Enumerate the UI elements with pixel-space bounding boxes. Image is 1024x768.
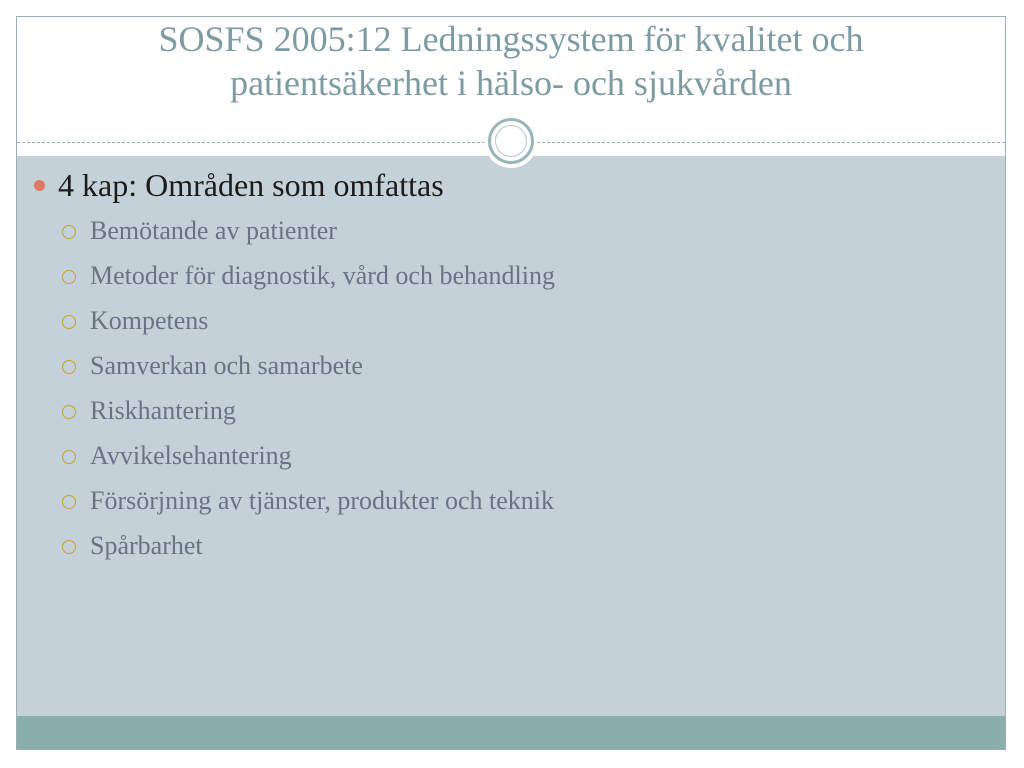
hollow-circle-bullet-icon	[62, 225, 76, 239]
bullet-list	[30, 164, 970, 568]
sub-bullet-item	[30, 253, 970, 298]
title-line-1: SOSFS 2005:12 Ledningssystem för kvalitet och	[158, 19, 864, 59]
hollow-circle-bullet-icon	[62, 270, 76, 284]
sub-bullet-item	[30, 433, 970, 478]
filled-circle-bullet-icon	[34, 180, 45, 191]
hollow-circle-bullet-icon	[62, 315, 76, 329]
sub-bullet-text: Samverkan och samarbete	[90, 351, 363, 380]
ornament-outer-ring	[488, 118, 534, 164]
sub-bullet-item	[30, 208, 970, 253]
sub-bullet-item	[30, 298, 970, 343]
sub-bullet-text: Riskhantering	[90, 396, 236, 425]
sub-bullet-item	[30, 478, 970, 523]
sub-bullet-text: Kompetens	[90, 306, 209, 335]
sub-bullet-list	[30, 208, 970, 568]
sub-bullet-text: Försörjning av tjänster, produkter och teknik	[90, 486, 554, 515]
sub-bullet-item	[30, 523, 970, 568]
ornament-inner-ring	[495, 125, 527, 157]
sub-bullet-text: Bemötande av patienter	[90, 216, 337, 245]
sub-bullet-container	[30, 208, 970, 568]
title-line-2: patientsäkerhet i hälso- och sjukvården	[230, 63, 792, 103]
sub-bullet-text: Avvikelsehantering	[90, 441, 292, 470]
hollow-circle-bullet-icon	[62, 405, 76, 419]
sub-bullet-item	[30, 388, 970, 433]
bullet-heading-text: 4 kap: Områden som omfattas	[58, 167, 444, 203]
sub-bullet-text: Spårbarhet	[90, 531, 203, 560]
sub-bullet-text: Metoder för diagnostik, vård och behandling	[90, 261, 555, 290]
ring-ornament-icon	[484, 114, 538, 168]
sub-bullet-item	[30, 343, 970, 388]
hollow-circle-bullet-icon	[62, 360, 76, 374]
hollow-circle-bullet-icon	[62, 540, 76, 554]
slide-title	[17, 17, 1005, 105]
hollow-circle-bullet-icon	[62, 450, 76, 464]
hollow-circle-bullet-icon	[62, 495, 76, 509]
bullet-heading	[30, 164, 970, 206]
footer-band	[17, 716, 1005, 750]
